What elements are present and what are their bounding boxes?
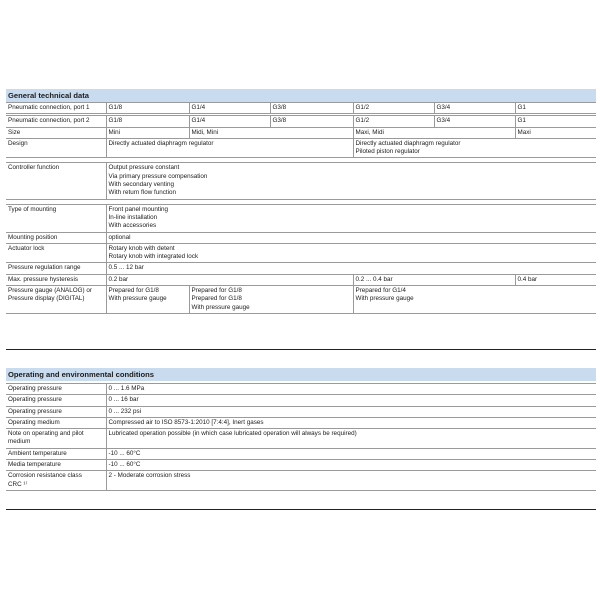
row-label: Ambient temperature — [6, 448, 106, 459]
controller-line: Via primary pressure compensation — [108, 172, 208, 180]
row-value: Lubricated operation possible (in which case lubricated operation will always be required) — [106, 429, 596, 449]
table-row — [6, 116, 596, 127]
row-value: 2 - Moderate corrosion stress — [106, 471, 596, 491]
row-label: Max. pressure hysteresis — [6, 274, 106, 285]
row-label: Operating medium — [6, 417, 106, 428]
size-value: Mini — [106, 127, 189, 138]
port1-value: G1 — [515, 103, 596, 114]
row-label: Actuator lock — [6, 243, 106, 263]
table-row — [6, 263, 596, 274]
operating-conditions-table — [6, 383, 596, 491]
row-label: Pneumatic connection, port 1 — [6, 103, 106, 114]
table-row — [6, 429, 596, 449]
row-label: Operating pressure — [6, 384, 106, 395]
port2-value: G3/8 — [270, 116, 353, 127]
gauge-value — [353, 286, 596, 314]
row-value: Compressed air to ISO 8573-1:2010 [7:4:4], Inert gases — [106, 417, 596, 428]
size-value: Midi, Mini — [189, 127, 353, 138]
row-label: Pressure regulation range — [6, 263, 106, 274]
gauge-line: Prepared for G1/8 — [191, 295, 242, 303]
gauge-label-line: Pressure display (DIGITAL) — [8, 295, 85, 303]
row-label — [6, 429, 106, 449]
port1-value: G3/8 — [270, 103, 353, 114]
actuator-lock-value — [106, 243, 596, 263]
hysteresis-value: 0.4 bar — [515, 274, 596, 285]
gauge-line: Prepared for G1/4 — [355, 287, 406, 295]
gauge-value — [106, 286, 189, 314]
row-label: Size — [6, 127, 106, 138]
row-label: Controller function — [6, 163, 106, 199]
row-label: Operating pressure — [6, 395, 106, 406]
design-line: Piloted piston regulator — [355, 148, 420, 156]
port1-value: G1/2 — [353, 103, 434, 114]
hysteresis-value: 0.2 bar — [106, 274, 353, 285]
design-line: Directly actuated diaphragm regulator — [355, 139, 461, 147]
table-row — [6, 103, 596, 114]
row-label: Type of mounting — [6, 204, 106, 232]
note-label-line: medium — [8, 438, 31, 446]
port2-value: G1 — [515, 116, 596, 127]
row-value: 0 ... 1.6 MPa — [106, 384, 596, 395]
port1-value: G1/8 — [106, 103, 189, 114]
mounting-position-value: optional — [106, 232, 596, 243]
mounting-line: Front panel mounting — [108, 205, 169, 213]
section-divider — [6, 349, 596, 350]
row-label — [6, 286, 106, 314]
table-row — [6, 232, 596, 243]
controller-line: With return flow function — [108, 189, 177, 197]
size-value: Maxi — [515, 127, 596, 138]
size-value: Maxi, Midi — [353, 127, 515, 138]
actuator-line: Rotary knob with detent — [108, 244, 175, 252]
table-row — [6, 274, 596, 285]
table-row — [6, 460, 596, 471]
table-row — [6, 204, 596, 232]
gauge-line: With pressure gauge — [108, 295, 167, 303]
design-value: Directly actuated diaphragm regulator — [106, 138, 353, 158]
hysteresis-value: 0.2 ... 0.4 bar — [353, 274, 515, 285]
row-label: Pneumatic connection, port 2 — [6, 116, 106, 127]
table-row — [6, 471, 596, 491]
port1-value: G3/4 — [434, 103, 515, 114]
gauge-line: Prepared for G1/8 — [108, 287, 159, 295]
table-row — [6, 417, 596, 428]
row-value: -10 ... 60°C — [106, 448, 596, 459]
general-technical-table — [6, 102, 596, 314]
gauge-value — [189, 286, 353, 314]
table-row — [6, 138, 596, 158]
table-row — [6, 286, 596, 314]
crc-label-line: CRC ¹⁾ — [8, 480, 28, 488]
table-row — [6, 384, 596, 395]
mounting-line: In-line installation — [108, 213, 158, 221]
table-row — [6, 163, 596, 199]
gauge-label-line: Pressure gauge (ANALOG) or — [8, 287, 92, 295]
table-row — [6, 395, 596, 406]
port2-value: G3/4 — [434, 116, 515, 127]
row-value: 0 ... 16 bar — [106, 395, 596, 406]
table-row — [6, 406, 596, 417]
section-title-general: General technical data — [6, 89, 596, 102]
table-row — [6, 243, 596, 263]
design-value — [353, 138, 596, 158]
mounting-type-value — [106, 204, 596, 232]
port1-value: G1/4 — [189, 103, 270, 114]
row-label: Media temperature — [6, 460, 106, 471]
row-label — [6, 471, 106, 491]
row-label: Mounting position — [6, 232, 106, 243]
gauge-line: With pressure gauge — [355, 295, 414, 303]
gauge-line: Prepared for G1/8 — [191, 287, 242, 295]
port2-value: G1/4 — [189, 116, 270, 127]
controller-line: With secondary venting — [108, 181, 174, 189]
section-divider — [6, 509, 596, 510]
controller-line: Output pressure constant — [108, 164, 180, 172]
port2-value: G1/2 — [353, 116, 434, 127]
table-row — [6, 127, 596, 138]
gauge-line: With pressure gauge — [191, 303, 250, 311]
row-value: -10 ... 60°C — [106, 460, 596, 471]
section-title-operating: Operating and environmental conditions — [6, 368, 596, 381]
mounting-line: With accessories — [108, 222, 157, 230]
pressure-range-value: 0.5 ... 12 bar — [106, 263, 596, 274]
row-label: Operating pressure — [6, 406, 106, 417]
port2-value: G1/8 — [106, 116, 189, 127]
note-label-line: Note on operating and pilot — [8, 430, 84, 438]
row-label: Design — [6, 138, 106, 158]
table-row — [6, 448, 596, 459]
controller-value — [106, 163, 596, 199]
crc-label-line: Corrosion resistance class — [8, 472, 82, 480]
row-value: 0 ... 232 psi — [106, 406, 596, 417]
actuator-line: Rotary knob with integrated lock — [108, 253, 199, 261]
